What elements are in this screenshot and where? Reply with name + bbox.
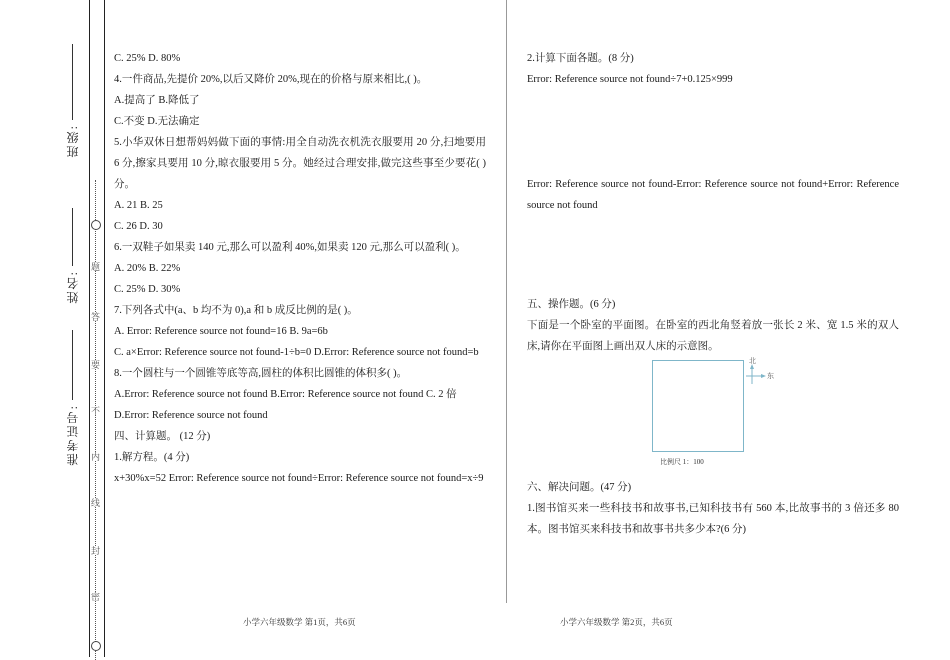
calc-item: Error: Reference source not found-Error: Reference source not found+Error: Reference source not found <box>527 179 899 211</box>
question-line: C. 25% D. 80% <box>114 53 181 64</box>
seal-char: 要 <box>90 360 100 369</box>
left-page-footer: 小学六年级数学 第1页，共6页 <box>243 617 356 627</box>
option-line: A. Error: Reference source not found=16 B. 9a=6b <box>114 326 328 337</box>
option-line: A. 21 B. 25 <box>114 200 163 211</box>
left-page-content <box>114 48 486 489</box>
scale-label: 比例尺 1：100 <box>660 458 704 466</box>
bedroom-floor-plan <box>652 360 744 452</box>
calc-item: Error: Reference source not found÷7+0.125×999 <box>527 74 733 85</box>
right-page-content <box>527 48 899 540</box>
page-divider <box>506 0 507 603</box>
compass <box>744 357 780 390</box>
question-text: 1.图书馆买来一些科技书和故事书,已知科技书有 560 本,比故事书的 3 倍还多 80 本。图书馆买来科技书和故事书共多少本?(6 分) <box>527 503 899 535</box>
option-line: A. 20% B. 22% <box>114 263 181 274</box>
option-line: C. 26 D. 30 <box>114 221 163 232</box>
binding-hole-top <box>91 220 101 230</box>
name-blank-line <box>72 208 73 266</box>
seal-char: 封 <box>90 546 100 555</box>
seal-char: 题 <box>90 262 100 271</box>
binding-strip <box>0 0 108 657</box>
question-line: 6.一双鞋子如果卖 140 元,那么可以盈利 40%,如果卖 120 元,那么可以盈利( )。 <box>114 242 466 253</box>
option-line: C. a×Error: Reference source not found-1÷b=0 D.Error: Reference source not found=b <box>114 347 479 358</box>
question-line: 4.一件商品,先提价 20%,以后又降价 20%,现在的价格与原来相比,( )。 <box>114 74 428 85</box>
exam-id-label: 准考证号: <box>65 404 80 466</box>
option-line: C.不变 D.无法确定 <box>114 116 200 127</box>
option-line: C. 25% D. 30% <box>114 284 181 295</box>
name-field[interactable] <box>60 208 84 303</box>
seal-char: 密 <box>90 592 100 601</box>
option-line: A.提高了 B.降低了 <box>114 95 200 106</box>
answer-space <box>527 90 899 174</box>
seal-dotted-line <box>95 180 99 660</box>
class-field[interactable] <box>60 44 84 157</box>
name-label: 姓名: <box>65 270 80 304</box>
question-text: 下面是一个卧室的平面图。在卧室的西北角竖着放一张长 2 米、宽 1.5 米的双人床,请你在平面图上画出双人床的示意图。 <box>527 320 899 352</box>
binding-hole-bottom <box>91 641 101 651</box>
right-page-footer: 小学六年级数学 第2页，共6页 <box>560 617 673 627</box>
equation-line: x+30%x=52 Error: Reference source not found÷Error: Reference source not found=x÷9 <box>114 473 484 484</box>
compass-north-label: 北 <box>749 357 756 365</box>
binding-border-inner <box>104 0 105 657</box>
section-title: 四、计算题。 (12 分) <box>114 431 211 442</box>
seal-char: 线 <box>90 498 100 507</box>
exam-id-field[interactable] <box>60 330 84 465</box>
option-line: D.Error: Reference source not found <box>114 410 268 421</box>
exam-id-blank-line <box>72 330 73 400</box>
class-label: 班级: <box>65 124 80 158</box>
question-line: 1.解方程。(4 分) <box>114 452 190 463</box>
seal-char: 不 <box>90 406 100 415</box>
question-line: 5.小华双休日想帮妈妈做下面的事情:用全自动洗衣机洗衣服要用 20 分,扫地要用 6 分,擦家具要用 10 分,晾衣服要用 5 分。她经过合理安排,做完这些事至少要花( )分。 <box>114 137 486 190</box>
class-blank-line <box>72 44 73 120</box>
option-line: A.Error: Reference source not found B.Error: Reference source not found C. 2 倍 <box>114 389 457 400</box>
section-title: 五、操作题。(6 分) <box>527 299 616 310</box>
seal-char: 内 <box>90 452 100 461</box>
section-title: 六、解决问题。(47 分) <box>527 482 632 493</box>
question-line: 7.下列各式中(a、b 均不为 0),a 和 b 成反比例的是( )。 <box>114 305 358 316</box>
seal-char: 答 <box>90 312 100 321</box>
section-title: 2.计算下面各题。(8 分) <box>527 53 634 64</box>
answer-space <box>527 216 899 294</box>
binding-border-outer <box>89 0 90 657</box>
question-line: 8.一个圆柱与一个圆锥等底等高,圆柱的体积比圆锥的体积多( )。 <box>114 368 408 379</box>
compass-east-label: 东 <box>767 372 774 380</box>
